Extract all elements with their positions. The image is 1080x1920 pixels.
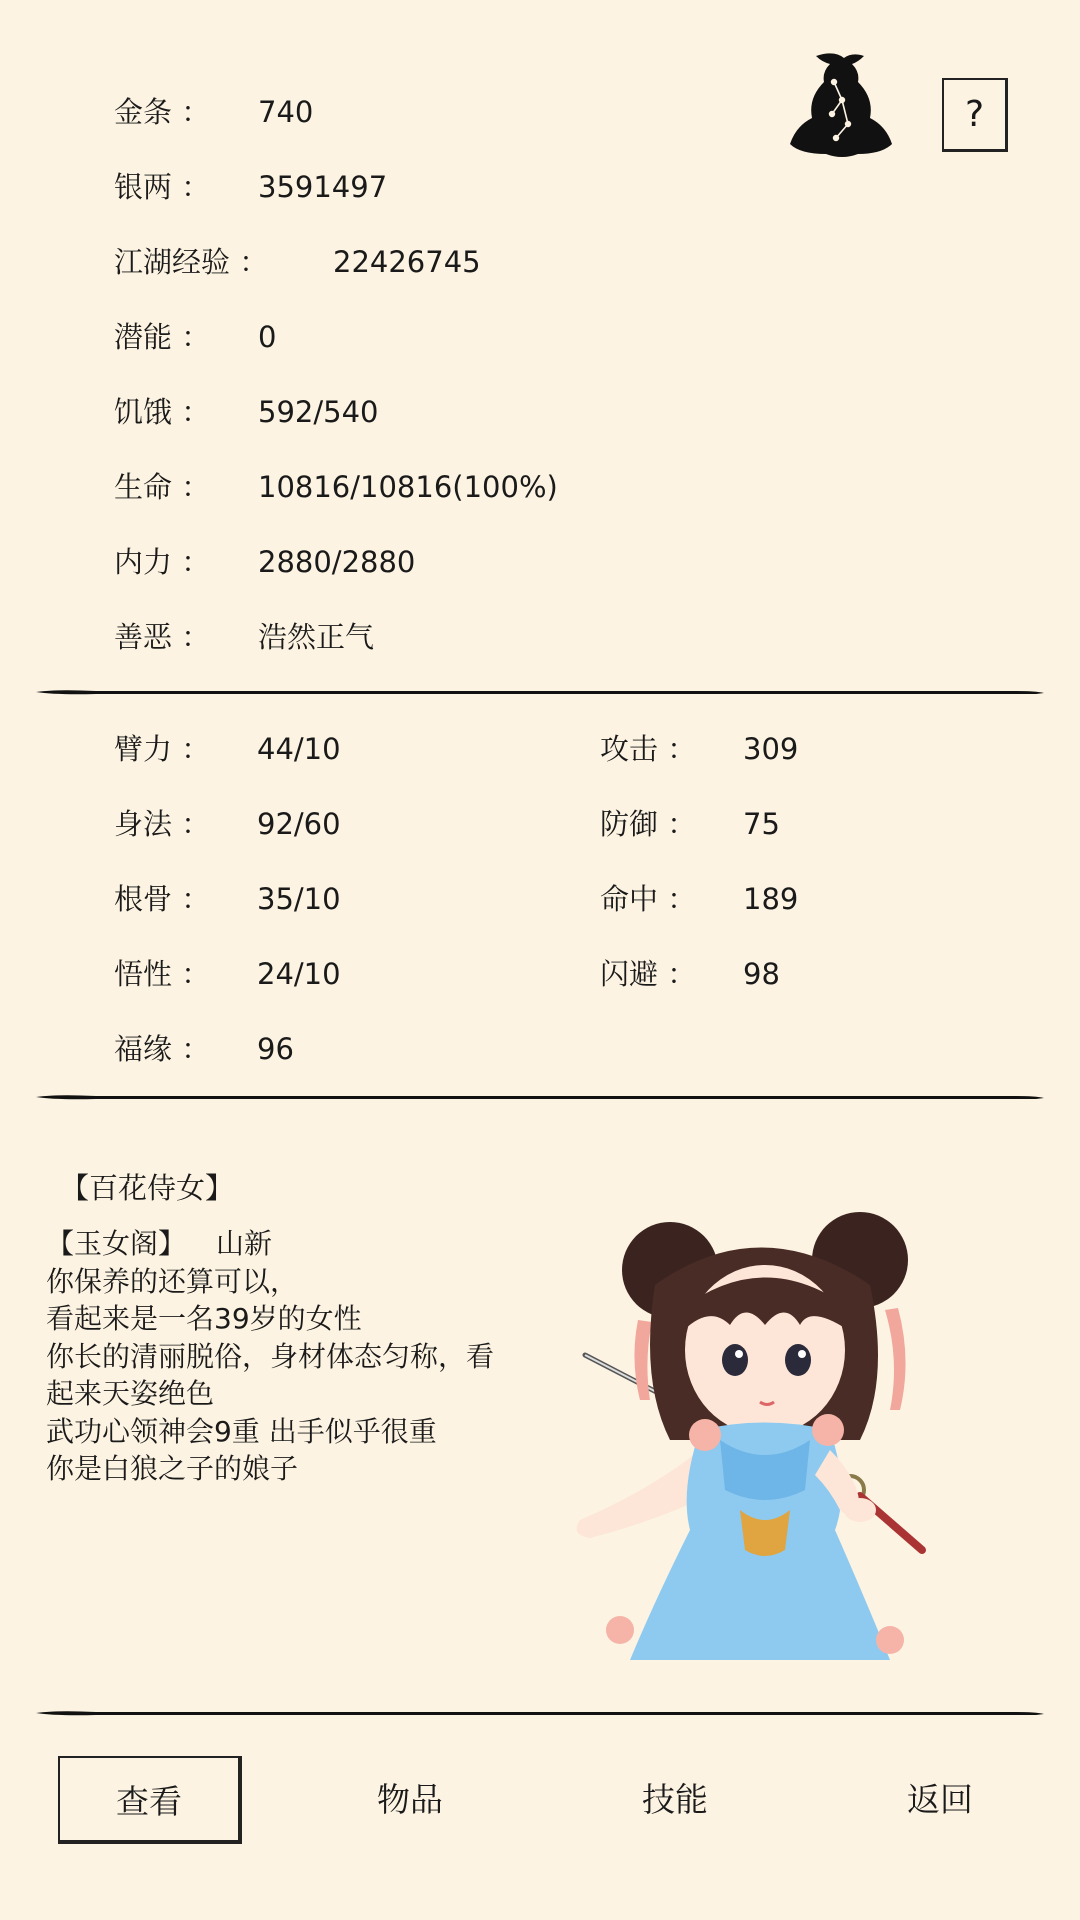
divider [36,1708,1044,1718]
attr-value: 75 [743,807,780,841]
stat-value: 740 [258,95,314,129]
attr-row-defense [600,799,1000,849]
nav-back-button[interactable]: 返回 [907,1780,973,1819]
attr-row-attack [600,724,1000,774]
character-name: 山新 [216,1227,273,1260]
stat-label: 金条 ： [114,95,211,129]
attr-value: 24/10 [257,957,341,991]
nav-skills-button[interactable]: 技能 [642,1780,708,1819]
attr-row-evasion [600,949,1000,999]
divider [36,1092,1044,1102]
attr-row-agility [114,799,514,849]
stat-value: 0 [258,320,277,354]
attr-value: 96 [257,1032,294,1066]
stat-label: 生命 ： [114,470,211,504]
attr-row-accuracy [600,874,1000,924]
character-title: 【百花侍女】 [60,1171,235,1205]
attr-value: 309 [743,732,799,766]
stat-label: 潜能 ： [114,320,211,354]
attr-row-intelligence [114,949,514,999]
attr-label: 身法 ： [114,807,211,841]
attr-label: 攻击 ： [600,732,697,766]
description-line: 武功心领神会9重 出手似乎很重 [46,1414,437,1448]
stat-label: 银两 ： [114,170,211,204]
stat-value: 592/540 [258,395,379,429]
description-line: 你保养的还算可以， [46,1264,299,1298]
stat-label: 饥饿 ： [114,395,211,429]
sect-name: 【玉女阁】 [46,1227,187,1260]
attr-value: 92/60 [257,807,341,841]
character-description [46,1225,626,1488]
description-line: 看起来是一名39岁的女性 [46,1302,362,1335]
attr-label: 命中 ： [600,882,697,916]
meditating-figure-icon [786,48,896,163]
help-button[interactable]: ? [942,78,1008,152]
character-portrait [560,1190,960,1660]
attr-row-constitution [114,874,514,924]
description-line: 起来天姿绝色 [46,1377,215,1410]
stat-value: 2880/2880 [258,545,416,579]
attr-value: 98 [743,957,780,991]
description-line: 你是白狼之子的娘子 [46,1452,299,1485]
attr-label: 防御 ： [600,807,697,841]
stat-label: 内力 ： [114,545,211,579]
stat-value: 22426745 [333,245,481,279]
attr-row-luck [114,1024,514,1074]
stat-value: 3591497 [258,170,388,204]
sect-line [46,1225,626,1263]
stat-label: 江湖经验 ： [114,245,269,279]
bottom-nav [0,1740,1080,1860]
stat-value: 浩然正气 [258,620,375,654]
attr-label: 闪避 ： [600,957,697,991]
nav-view-button[interactable]: 查看 [58,1756,242,1844]
attr-value: 35/10 [257,882,341,916]
stat-value: 10816/10816(100%) [258,470,558,504]
attr-value: 44/10 [257,732,341,766]
attr-label: 福缘 ： [114,1032,211,1066]
stat-label: 善恶 ： [114,620,211,654]
attr-row-strength [114,724,514,774]
attr-label: 臂力 ： [114,732,211,766]
attr-label: 悟性 ： [114,957,211,991]
divider [36,687,1044,697]
nav-items-button[interactable]: 物品 [377,1780,443,1819]
attr-label: 根骨 ： [114,882,211,916]
attr-value: 189 [743,882,799,916]
description-line: 你长的清丽脱俗，身材体态匀称，看 [46,1339,495,1373]
